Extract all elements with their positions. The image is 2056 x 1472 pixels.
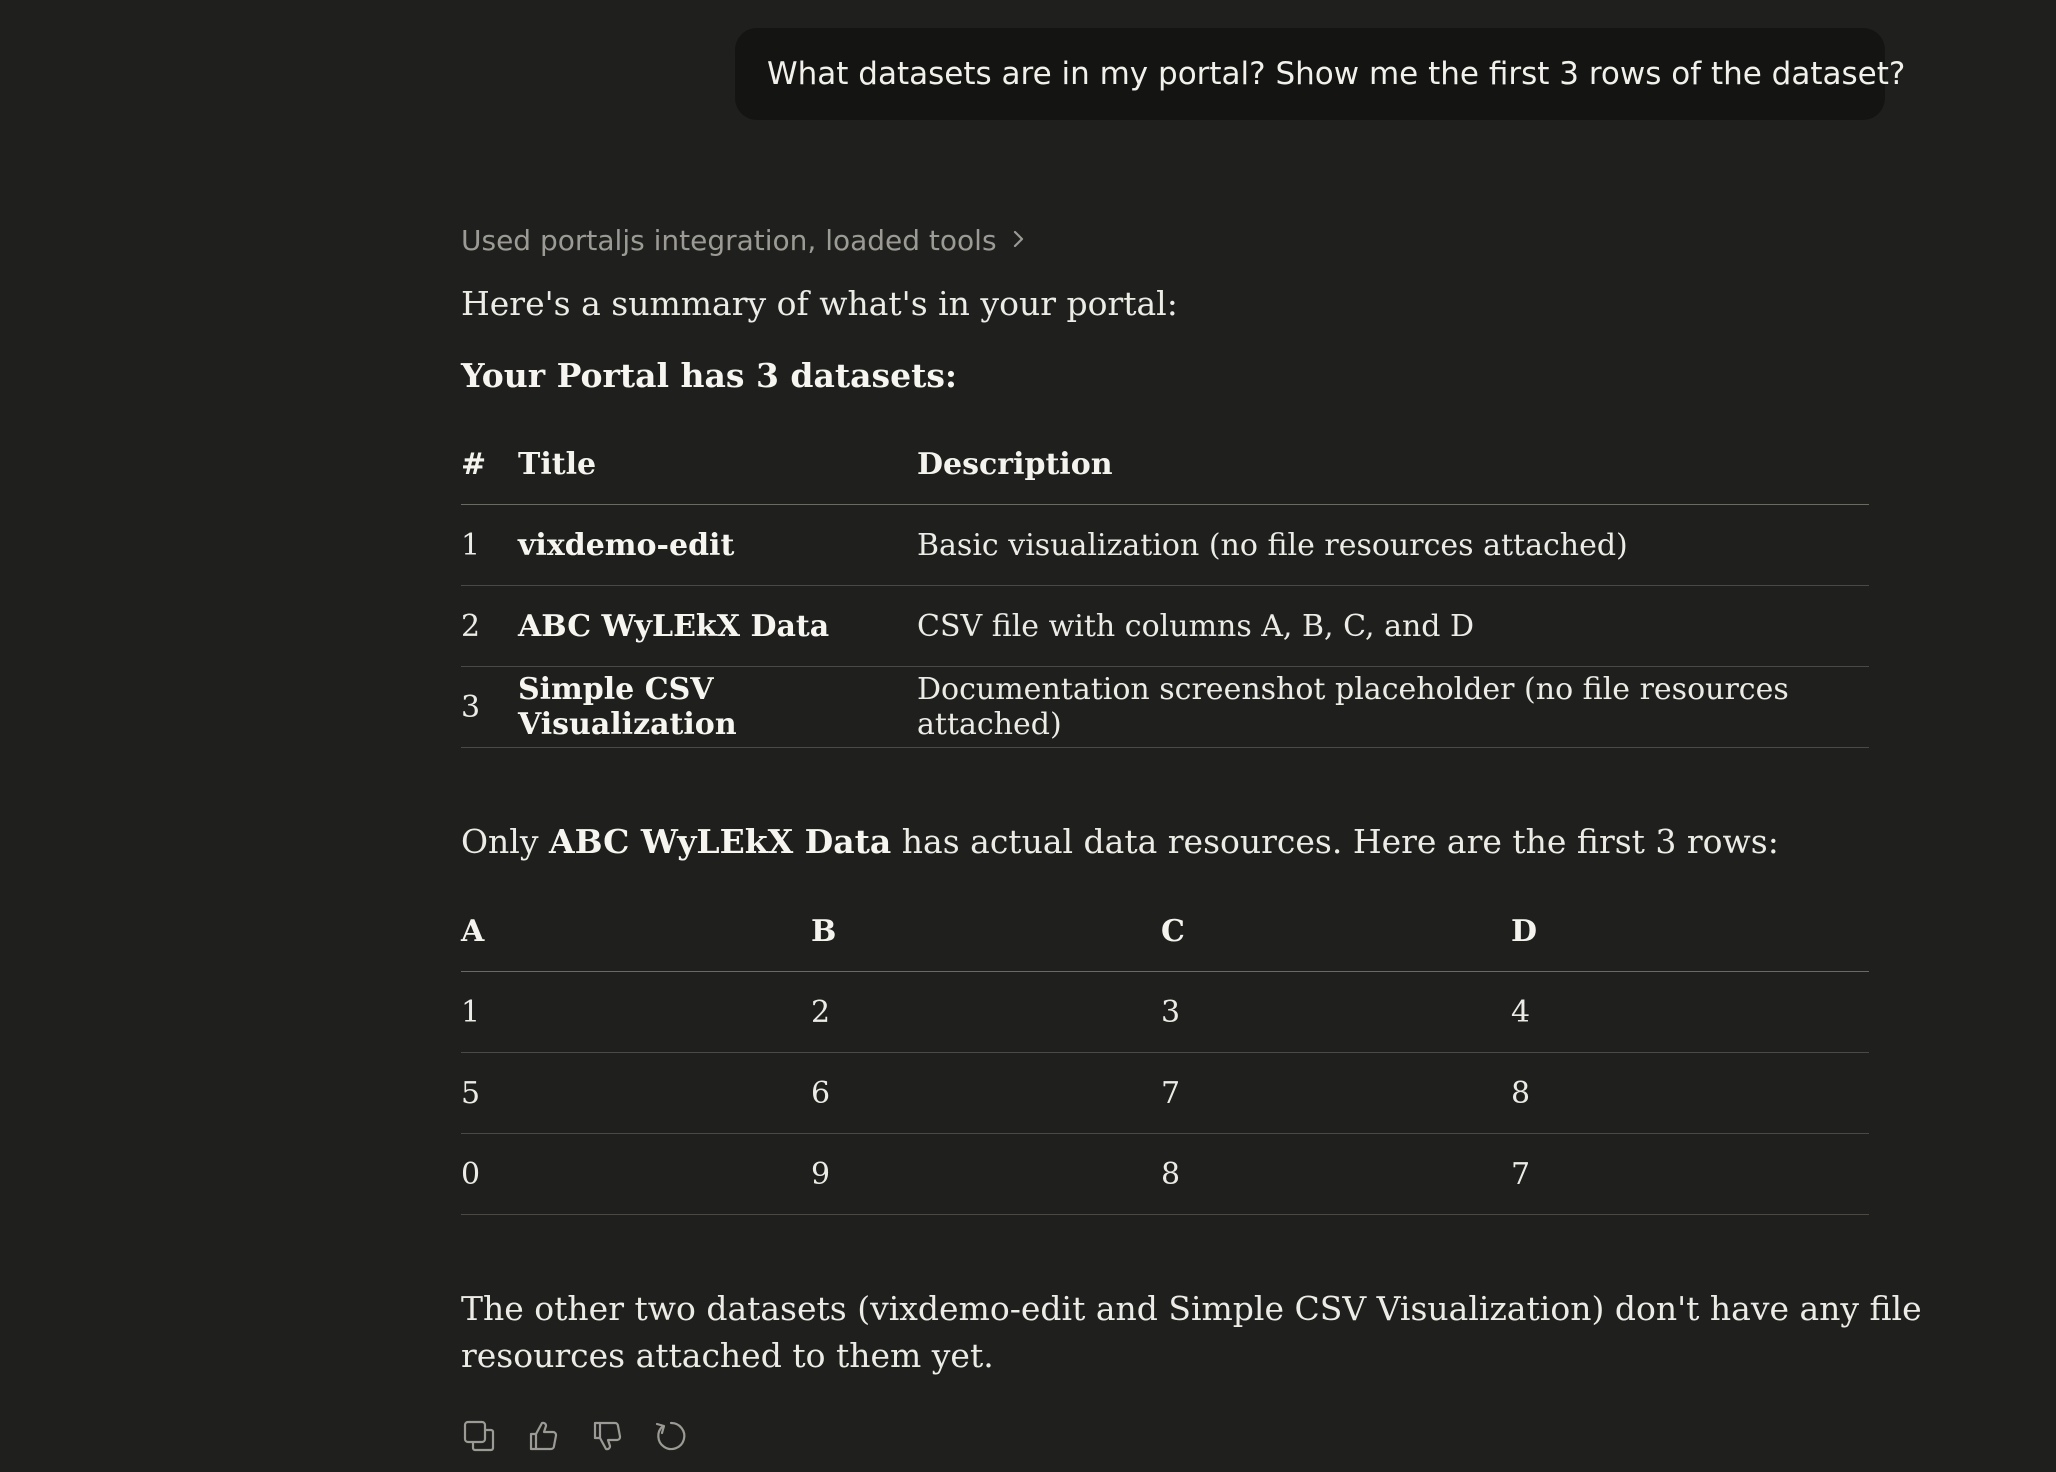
row-title: Simple CSV Visualization: [518, 672, 737, 742]
header-b: B: [811, 913, 837, 949]
row-title: vixdemo-edit: [518, 527, 735, 563]
data-preview-table: [461, 891, 1869, 1215]
header-c: C: [1161, 913, 1185, 949]
tools-used-toggle[interactable]: [461, 224, 1027, 257]
message-actions: [461, 1418, 689, 1454]
thumbs-up-icon[interactable]: [525, 1418, 561, 1454]
cell: 8: [1161, 1156, 1181, 1192]
table-row: [461, 1134, 1869, 1215]
copy-icon[interactable]: [461, 1418, 497, 1454]
thumbs-down-icon[interactable]: [589, 1418, 625, 1454]
datasets-table-header: [461, 424, 1869, 505]
header-title: Title: [518, 446, 597, 482]
datasets-table: [461, 424, 1869, 748]
data-intro-prefix: Only: [461, 822, 549, 861]
cell: 2: [811, 994, 831, 1030]
cell: 7: [1161, 1075, 1181, 1111]
table-row: [461, 1053, 1869, 1134]
cell: 5: [461, 1075, 481, 1111]
cell: 1: [461, 994, 481, 1030]
data-table-header: [461, 891, 1869, 972]
cell: 0: [461, 1156, 481, 1192]
closing-line-2: resources attached to them yet.: [461, 1336, 994, 1375]
closing-line-1: The other two datasets (vixdemo-edit and Simple CSV Visualization) don't have any file: [461, 1289, 1922, 1328]
header-a: A: [461, 913, 485, 949]
table-row: [461, 586, 1869, 667]
datasets-heading-text: Your Portal has 3 datasets:: [461, 356, 958, 395]
user-message-bubble: [735, 28, 1906, 120]
row-description: Documentation screenshot placeholder (no file resources attached): [917, 672, 1789, 742]
cell: 7: [1511, 1156, 1531, 1192]
tools-used-label: Used portaljs integration, loaded tools: [461, 224, 997, 257]
cell: 8: [1511, 1075, 1531, 1111]
table-row: [461, 667, 1869, 748]
row-description: CSV file with columns A, B, C, and D: [917, 608, 1475, 644]
header-number: #: [461, 446, 487, 482]
cell: 9: [811, 1156, 831, 1192]
data-intro-suffix: has actual data resources. Here are the first 3 rows:: [891, 822, 1779, 861]
summary-intro: Here's a summary of what's in your portal:: [461, 284, 1178, 323]
row-title: ABC WyLEkX Data: [518, 608, 830, 644]
data-intro: [461, 822, 1779, 861]
header-description: Description: [917, 446, 1113, 482]
retry-icon[interactable]: [653, 1418, 689, 1454]
row-number: 2: [461, 608, 481, 644]
cell: 4: [1511, 994, 1531, 1030]
datasets-heading: [461, 356, 957, 395]
row-description: Basic visualization (no file resources attached): [917, 527, 1628, 563]
user-message-text: What datasets are in my portal? Show me the first 3 rows of the dataset?: [767, 56, 1906, 92]
data-intro-dataset-name: ABC WyLEkX Data: [549, 822, 892, 861]
row-number: 1: [461, 527, 481, 563]
row-number: 3: [461, 689, 481, 725]
table-row: [461, 505, 1869, 586]
cell: 6: [811, 1075, 831, 1111]
table-row: [461, 972, 1869, 1053]
header-d: D: [1511, 913, 1538, 949]
chevron-right-icon: [1011, 224, 1027, 257]
cell: 3: [1161, 994, 1181, 1030]
